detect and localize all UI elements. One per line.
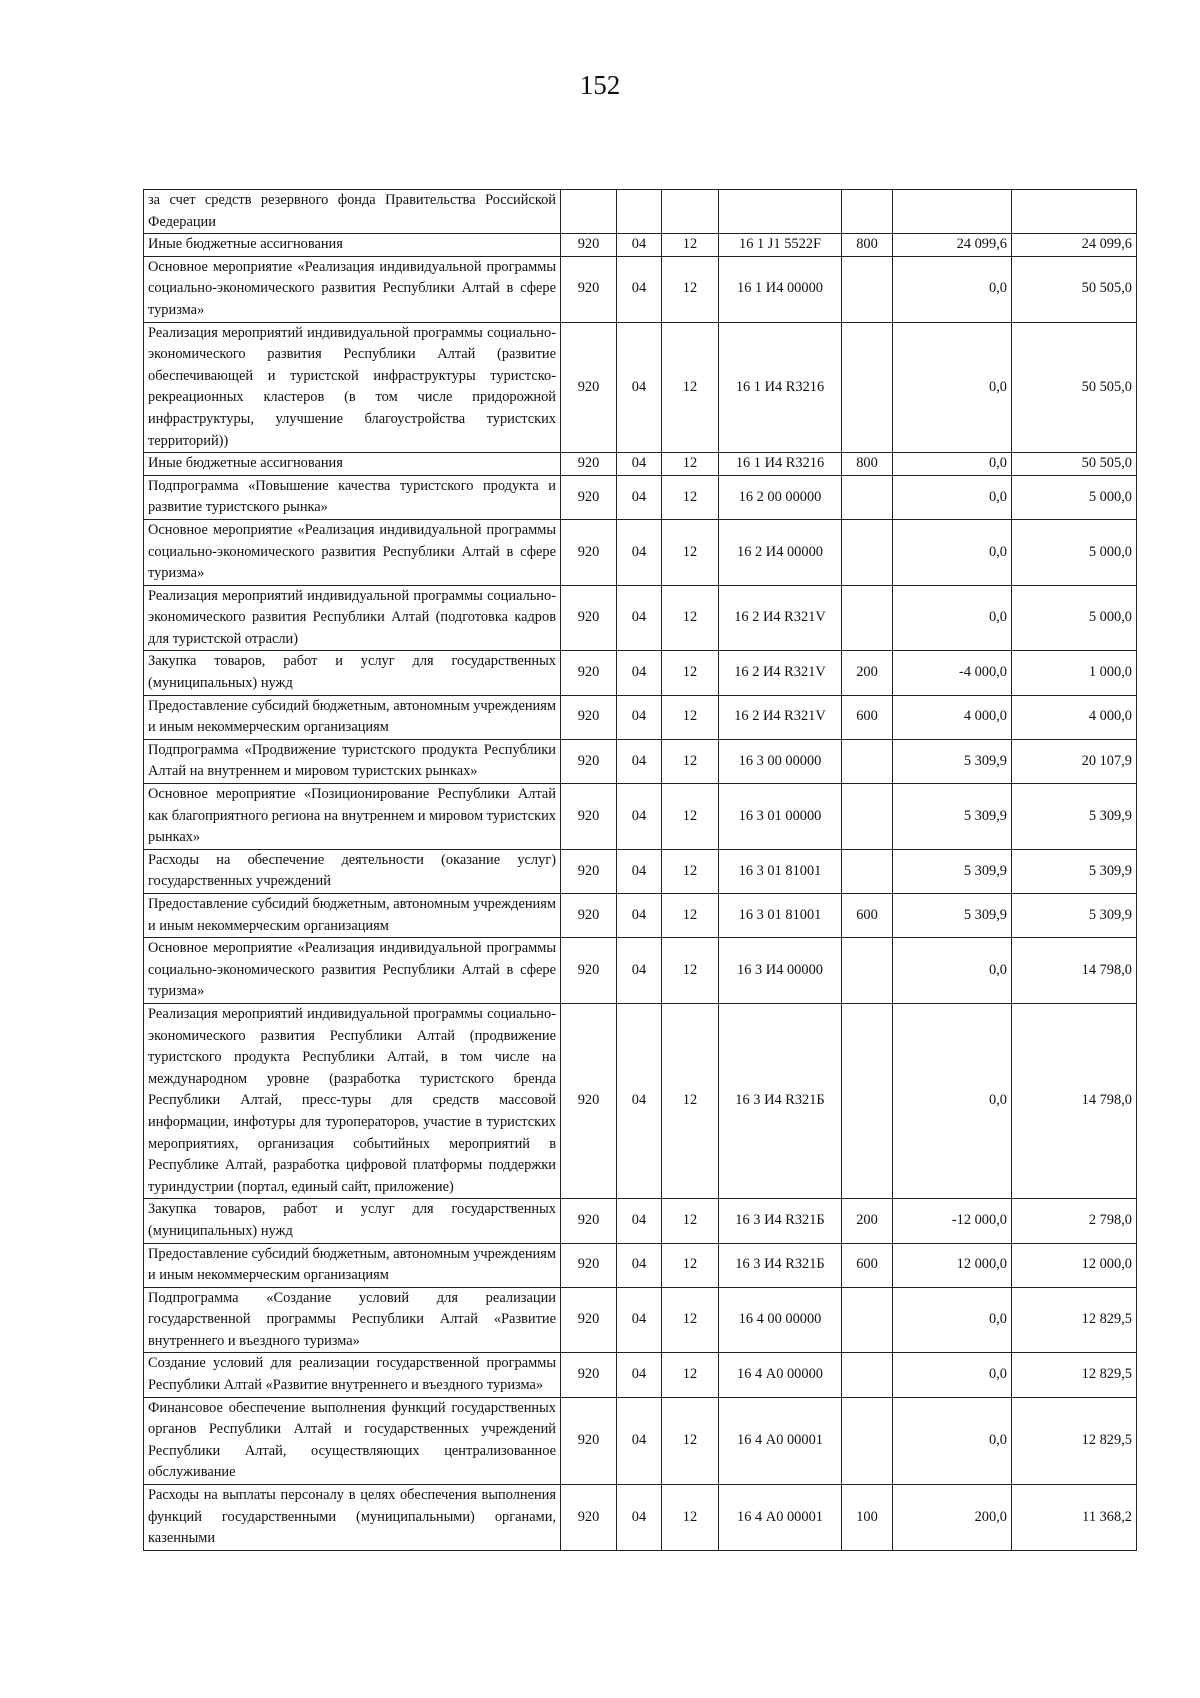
ministry-code-cell: 920 bbox=[561, 1353, 617, 1397]
row-name-cell: Основное мероприятие «Реализация индивидуальной программы социально-экономического развития Республики Алтай в сфере туризма» bbox=[144, 256, 561, 322]
change-amount-cell: -4 000,0 bbox=[893, 651, 1012, 695]
total-amount-cell: 5 000,0 bbox=[1012, 519, 1137, 585]
subsection-code-cell: 12 bbox=[662, 695, 719, 739]
expense-type-code-cell: 600 bbox=[842, 894, 893, 938]
table-row bbox=[144, 894, 1137, 938]
row-name-cell: Реализация мероприятий индивидуальной программы социально-экономического развития Республики Алтай (развитие обеспечивающей и туристской инфраструктуры туристско-рекреационных кластеров (в том числе придорожной инфраструктуры, улучшение благоустройства туристских территорий)) bbox=[144, 322, 561, 453]
total-amount-cell: 11 368,2 bbox=[1012, 1485, 1137, 1551]
change-amount-cell: 5 309,9 bbox=[893, 894, 1012, 938]
section-code-cell: 04 bbox=[617, 739, 662, 783]
change-amount-cell: 12 000,0 bbox=[893, 1243, 1012, 1287]
change-amount-cell: 0,0 bbox=[893, 322, 1012, 453]
section-code-cell: 04 bbox=[617, 256, 662, 322]
section-code-cell: 04 bbox=[617, 1485, 662, 1551]
section-code-cell: 04 bbox=[617, 849, 662, 893]
expense-type-code-cell bbox=[842, 849, 893, 893]
total-amount-cell: 5 000,0 bbox=[1012, 475, 1137, 519]
row-name-cell: Иные бюджетные ассигнования bbox=[144, 234, 561, 257]
section-code-cell: 04 bbox=[617, 1243, 662, 1287]
change-amount-cell: 0,0 bbox=[893, 1397, 1012, 1484]
expense-type-code-cell: 800 bbox=[842, 234, 893, 257]
change-amount-cell: 24 099,6 bbox=[893, 234, 1012, 257]
section-code-cell: 04 bbox=[617, 651, 662, 695]
expense-type-code-cell: 800 bbox=[842, 453, 893, 476]
total-amount-cell: 12 829,5 bbox=[1012, 1287, 1137, 1353]
target-article-code-cell: 16 4 А0 00001 bbox=[719, 1397, 842, 1484]
target-article-code-cell: 16 2 И4 R321V bbox=[719, 585, 842, 651]
section-code-cell: 04 bbox=[617, 453, 662, 476]
ministry-code-cell: 920 bbox=[561, 651, 617, 695]
expense-type-code-cell bbox=[842, 322, 893, 453]
section-code-cell: 04 bbox=[617, 1287, 662, 1353]
target-article-code-cell: 16 2 И4 R321V bbox=[719, 651, 842, 695]
subsection-code-cell: 12 bbox=[662, 938, 719, 1004]
row-name-cell: за счет средств резервного фонда Правительства Российской Федерации bbox=[144, 190, 561, 234]
expense-type-code-cell bbox=[842, 1003, 893, 1198]
change-amount-cell: 0,0 bbox=[893, 453, 1012, 476]
change-amount-cell bbox=[893, 190, 1012, 234]
ministry-code-cell: 920 bbox=[561, 1287, 617, 1353]
table-row bbox=[144, 651, 1137, 695]
expense-type-code-cell: 600 bbox=[842, 695, 893, 739]
ministry-code-cell bbox=[561, 190, 617, 234]
change-amount-cell: 0,0 bbox=[893, 938, 1012, 1004]
section-code-cell: 04 bbox=[617, 894, 662, 938]
table-row bbox=[144, 190, 1137, 234]
row-name-cell: Закупка товаров, работ и услуг для государственных (муниципальных) нужд bbox=[144, 1199, 561, 1243]
total-amount-cell: 12 829,5 bbox=[1012, 1353, 1137, 1397]
target-article-code-cell: 16 2 00 00000 bbox=[719, 475, 842, 519]
total-amount-cell: 12 829,5 bbox=[1012, 1397, 1137, 1484]
total-amount-cell: 5 309,9 bbox=[1012, 894, 1137, 938]
target-article-code-cell: 16 1 И4 R3216 bbox=[719, 453, 842, 476]
row-name-cell: Подпрограмма «Повышение качества туристского продукта и развитие туристского рынка» bbox=[144, 475, 561, 519]
total-amount-cell: 4 000,0 bbox=[1012, 695, 1137, 739]
change-amount-cell: 0,0 bbox=[893, 256, 1012, 322]
change-amount-cell: 0,0 bbox=[893, 1353, 1012, 1397]
row-name-cell: Закупка товаров, работ и услуг для государственных (муниципальных) нужд bbox=[144, 651, 561, 695]
row-name-cell: Предоставление субсидий бюджетным, автономным учреждениям и иным некоммерческим организациям bbox=[144, 894, 561, 938]
change-amount-cell: 0,0 bbox=[893, 1287, 1012, 1353]
table-row bbox=[144, 695, 1137, 739]
target-article-code-cell: 16 2 И4 R321V bbox=[719, 695, 842, 739]
subsection-code-cell: 12 bbox=[662, 894, 719, 938]
target-article-code-cell: 16 3 И4 R321Б bbox=[719, 1243, 842, 1287]
row-name-cell: Расходы на выплаты персоналу в целях обеспечения выполнения функций государственными (муниципальными) органами, казенными bbox=[144, 1485, 561, 1551]
change-amount-cell: 0,0 bbox=[893, 1003, 1012, 1198]
target-article-code-cell: 16 3 01 81001 bbox=[719, 894, 842, 938]
change-amount-cell: 5 309,9 bbox=[893, 784, 1012, 850]
ministry-code-cell: 920 bbox=[561, 1199, 617, 1243]
section-code-cell: 04 bbox=[617, 1397, 662, 1484]
expense-type-code-cell bbox=[842, 519, 893, 585]
ministry-code-cell: 920 bbox=[561, 1243, 617, 1287]
table-row bbox=[144, 1353, 1137, 1397]
table-row bbox=[144, 1287, 1137, 1353]
table-row bbox=[144, 1199, 1137, 1243]
expense-type-code-cell: 200 bbox=[842, 651, 893, 695]
table-row bbox=[144, 739, 1137, 783]
change-amount-cell: 200,0 bbox=[893, 1485, 1012, 1551]
ministry-code-cell: 920 bbox=[561, 695, 617, 739]
table-row bbox=[144, 1243, 1137, 1287]
target-article-code-cell: 16 2 И4 00000 bbox=[719, 519, 842, 585]
subsection-code-cell: 12 bbox=[662, 453, 719, 476]
budget-table-body bbox=[144, 190, 1137, 1551]
section-code-cell: 04 bbox=[617, 695, 662, 739]
target-article-code-cell: 16 4 А0 00001 bbox=[719, 1485, 842, 1551]
target-article-code-cell: 16 3 И4 R321Б bbox=[719, 1199, 842, 1243]
change-amount-cell: 0,0 bbox=[893, 519, 1012, 585]
expense-type-code-cell bbox=[842, 190, 893, 234]
section-code-cell bbox=[617, 190, 662, 234]
target-article-code-cell: 16 3 И4 00000 bbox=[719, 938, 842, 1004]
subsection-code-cell: 12 bbox=[662, 849, 719, 893]
subsection-code-cell: 12 bbox=[662, 1287, 719, 1353]
table-row bbox=[144, 1003, 1137, 1198]
table-row bbox=[144, 1397, 1137, 1484]
row-name-cell: Предоставление субсидий бюджетным, автономным учреждениям и иным некоммерческим организациям bbox=[144, 695, 561, 739]
subsection-code-cell: 12 bbox=[662, 1199, 719, 1243]
expense-type-code-cell bbox=[842, 739, 893, 783]
table-row bbox=[144, 849, 1137, 893]
target-article-code-cell: 16 3 И4 R321Б bbox=[719, 1003, 842, 1198]
table-row bbox=[144, 519, 1137, 585]
change-amount-cell: 5 309,9 bbox=[893, 849, 1012, 893]
row-name-cell: Основное мероприятие «Позиционирование Республики Алтай как благоприятного региона на внутреннем и мировом туристских рынках» bbox=[144, 784, 561, 850]
expense-type-code-cell bbox=[842, 1353, 893, 1397]
section-code-cell: 04 bbox=[617, 475, 662, 519]
subsection-code-cell: 12 bbox=[662, 1485, 719, 1551]
ministry-code-cell: 920 bbox=[561, 322, 617, 453]
target-article-code-cell: 16 3 01 00000 bbox=[719, 784, 842, 850]
total-amount-cell: 50 505,0 bbox=[1012, 322, 1137, 453]
subsection-code-cell: 12 bbox=[662, 784, 719, 850]
change-amount-cell: 4 000,0 bbox=[893, 695, 1012, 739]
section-code-cell: 04 bbox=[617, 234, 662, 257]
total-amount-cell: 5 000,0 bbox=[1012, 585, 1137, 651]
expense-type-code-cell bbox=[842, 585, 893, 651]
expense-type-code-cell: 600 bbox=[842, 1243, 893, 1287]
ministry-code-cell: 920 bbox=[561, 849, 617, 893]
expense-type-code-cell: 100 bbox=[842, 1485, 893, 1551]
ministry-code-cell: 920 bbox=[561, 1485, 617, 1551]
table-row bbox=[144, 1485, 1137, 1551]
section-code-cell: 04 bbox=[617, 784, 662, 850]
target-article-code-cell: 16 1 И4 00000 bbox=[719, 256, 842, 322]
total-amount-cell: 14 798,0 bbox=[1012, 938, 1137, 1004]
total-amount-cell: 14 798,0 bbox=[1012, 1003, 1137, 1198]
total-amount-cell: 20 107,9 bbox=[1012, 739, 1137, 783]
row-name-cell: Подпрограмма «Продвижение туристского продукта Республики Алтай на внутреннем и мировом туристских рынках» bbox=[144, 739, 561, 783]
table-row bbox=[144, 256, 1137, 322]
row-name-cell: Подпрограмма «Создание условий для реализации государственной программы Республики Алтай «Развитие внутреннего и въездного туризма» bbox=[144, 1287, 561, 1353]
target-article-code-cell: 16 1 J1 5522F bbox=[719, 234, 842, 257]
expense-type-code-cell bbox=[842, 784, 893, 850]
expense-type-code-cell bbox=[842, 1287, 893, 1353]
subsection-code-cell: 12 bbox=[662, 322, 719, 453]
target-article-code-cell bbox=[719, 190, 842, 234]
expense-type-code-cell bbox=[842, 475, 893, 519]
subsection-code-cell: 12 bbox=[662, 234, 719, 257]
ministry-code-cell: 920 bbox=[561, 475, 617, 519]
total-amount-cell: 12 000,0 bbox=[1012, 1243, 1137, 1287]
subsection-code-cell: 12 bbox=[662, 1397, 719, 1484]
table-row bbox=[144, 453, 1137, 476]
page-number: 152 bbox=[579, 70, 621, 100]
section-code-cell: 04 bbox=[617, 322, 662, 453]
total-amount-cell: 50 505,0 bbox=[1012, 256, 1137, 322]
section-code-cell: 04 bbox=[617, 519, 662, 585]
total-amount-cell: 50 505,0 bbox=[1012, 453, 1137, 476]
total-amount-cell: 5 309,9 bbox=[1012, 849, 1137, 893]
row-name-cell: Финансовое обеспечение выполнения функций государственных органов Республики Алтай и государственных учреждений Республики Алтай, осуществляющих централизованное обслуживание bbox=[144, 1397, 561, 1484]
subsection-code-cell bbox=[662, 190, 719, 234]
target-article-code-cell: 16 4 00 00000 bbox=[719, 1287, 842, 1353]
table-row bbox=[144, 475, 1137, 519]
row-name-cell: Реализация мероприятий индивидуальной программы социально-экономического развития Республики Алтай (подготовка кадров для туристской отрасли) bbox=[144, 585, 561, 651]
subsection-code-cell: 12 bbox=[662, 519, 719, 585]
total-amount-cell: 24 099,6 bbox=[1012, 234, 1137, 257]
change-amount-cell: 5 309,9 bbox=[893, 739, 1012, 783]
change-amount-cell: 0,0 bbox=[893, 585, 1012, 651]
section-code-cell: 04 bbox=[617, 585, 662, 651]
section-code-cell: 04 bbox=[617, 1003, 662, 1198]
subsection-code-cell: 12 bbox=[662, 1243, 719, 1287]
ministry-code-cell: 920 bbox=[561, 938, 617, 1004]
row-name-cell: Предоставление субсидий бюджетным, автономным учреждениям и иным некоммерческим организациям bbox=[144, 1243, 561, 1287]
row-name-cell: Создание условий для реализации государственной программы Республики Алтай «Развитие внутреннего и въездного туризма» bbox=[144, 1353, 561, 1397]
ministry-code-cell: 920 bbox=[561, 739, 617, 783]
section-code-cell: 04 bbox=[617, 938, 662, 1004]
section-code-cell: 04 bbox=[617, 1353, 662, 1397]
expense-type-code-cell bbox=[842, 256, 893, 322]
table-row bbox=[144, 234, 1137, 257]
ministry-code-cell: 920 bbox=[561, 784, 617, 850]
target-article-code-cell: 16 4 А0 00000 bbox=[719, 1353, 842, 1397]
section-code-cell: 04 bbox=[617, 1199, 662, 1243]
row-name-cell: Основное мероприятие «Реализация индивидуальной программы социально-экономического развития Республики Алтай в сфере туризма» bbox=[144, 938, 561, 1004]
subsection-code-cell: 12 bbox=[662, 739, 719, 783]
table-row bbox=[144, 322, 1137, 453]
ministry-code-cell: 920 bbox=[561, 894, 617, 938]
ministry-code-cell: 920 bbox=[561, 453, 617, 476]
row-name-cell: Иные бюджетные ассигнования bbox=[144, 453, 561, 476]
subsection-code-cell: 12 bbox=[662, 256, 719, 322]
subsection-code-cell: 12 bbox=[662, 475, 719, 519]
total-amount-cell bbox=[1012, 190, 1137, 234]
budget-table bbox=[143, 189, 1137, 1551]
total-amount-cell: 2 798,0 bbox=[1012, 1199, 1137, 1243]
expense-type-code-cell bbox=[842, 938, 893, 1004]
total-amount-cell: 1 000,0 bbox=[1012, 651, 1137, 695]
ministry-code-cell: 920 bbox=[561, 234, 617, 257]
target-article-code-cell: 16 3 00 00000 bbox=[719, 739, 842, 783]
ministry-code-cell: 920 bbox=[561, 1003, 617, 1198]
ministry-code-cell: 920 bbox=[561, 1397, 617, 1484]
table-row bbox=[144, 585, 1137, 651]
subsection-code-cell: 12 bbox=[662, 1003, 719, 1198]
expense-type-code-cell bbox=[842, 1397, 893, 1484]
ministry-code-cell: 920 bbox=[561, 256, 617, 322]
row-name-cell: Основное мероприятие «Реализация индивидуальной программы социально-экономического развития Республики Алтай в сфере туризма» bbox=[144, 519, 561, 585]
ministry-code-cell: 920 bbox=[561, 519, 617, 585]
target-article-code-cell: 16 1 И4 R3216 bbox=[719, 322, 842, 453]
total-amount-cell: 5 309,9 bbox=[1012, 784, 1137, 850]
ministry-code-cell: 920 bbox=[561, 585, 617, 651]
target-article-code-cell: 16 3 01 81001 bbox=[719, 849, 842, 893]
subsection-code-cell: 12 bbox=[662, 585, 719, 651]
subsection-code-cell: 12 bbox=[662, 651, 719, 695]
table-row bbox=[144, 784, 1137, 850]
change-amount-cell: -12 000,0 bbox=[893, 1199, 1012, 1243]
subsection-code-cell: 12 bbox=[662, 1353, 719, 1397]
change-amount-cell: 0,0 bbox=[893, 475, 1012, 519]
row-name-cell: Реализация мероприятий индивидуальной программы социально-экономического развития Республики Алтай (продвижение туристского продукта Республики Алтай, в том числе на международном уровне (разработка туристского бренда Республики Алтай, пресс-туры для средств массовой информации, инфотуры для туроператоров, участие в туристских мероприятиях, организация событийных мероприятий в Республике Алтай, разработка цифровой платформы поддержки туриндустрии (портал, единый сайт, приложение) bbox=[144, 1003, 561, 1198]
expense-type-code-cell: 200 bbox=[842, 1199, 893, 1243]
row-name-cell: Расходы на обеспечение деятельности (оказание услуг) государственных учреждений bbox=[144, 849, 561, 893]
table-row bbox=[144, 938, 1137, 1004]
